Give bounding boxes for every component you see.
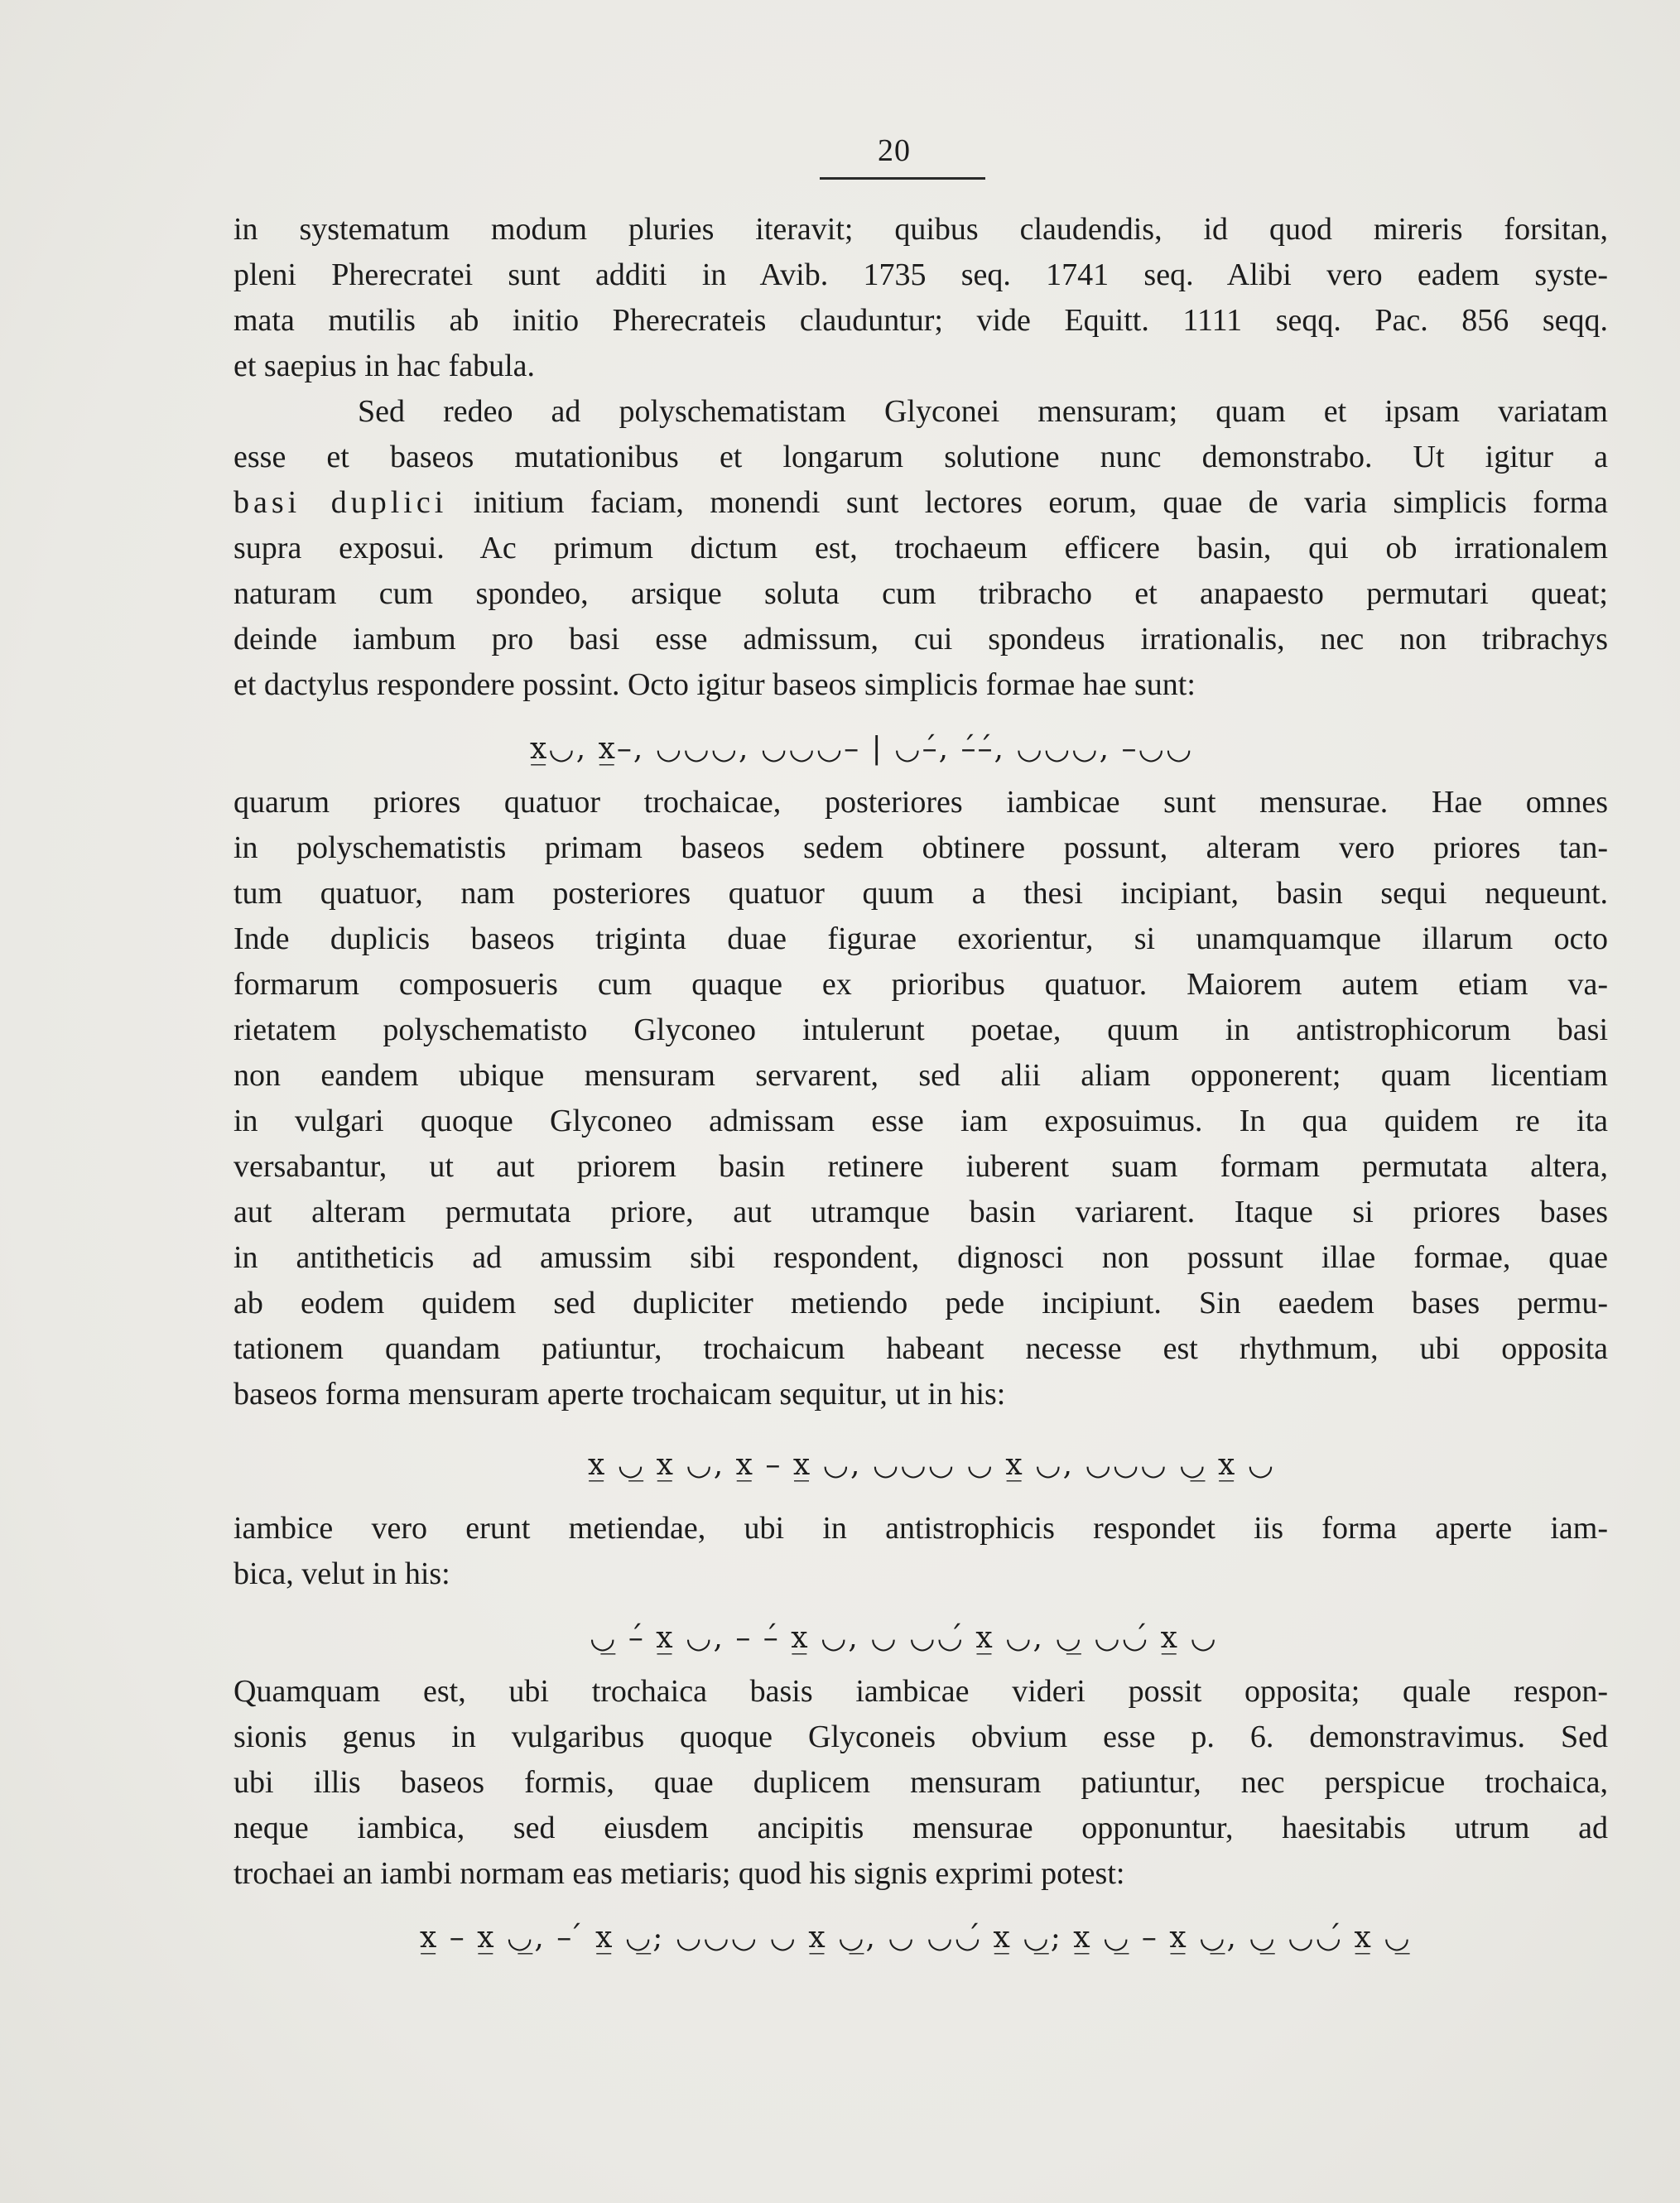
text-line: in antitheticis ad amussim sibi respondent, dignosci non possunt illae formae, quae: [233, 1240, 1608, 1275]
text-line: deinde iambum pro basi esse admissum, cui spondeus irrationalis, nec non tribrachys: [233, 622, 1608, 657]
text-line: versabantur, ut aut priorem basin retinere iuberent suam formam permutata altera,: [233, 1149, 1608, 1184]
text-line: pleni Pherecratei sunt additi in Avib. 1735 seq. 1741 seq. Alibi vero eadem syste-: [233, 257, 1608, 292]
text-line: supra exposui. Ac primum dictum est, trochaeum efficere basin, qui ob irrationalem: [233, 531, 1608, 565]
text-line: in polyschematistis primam baseos sedem obtinere possunt, alteram vero priores tan-: [233, 830, 1608, 865]
text-line: sionis genus in vulgaribus quoque Glyconeis obvium esse p. 6. demonstravimus. Sed: [233, 1720, 1608, 1754]
text-line: et saepius in hac fabula.: [233, 349, 536, 383]
page-number: 20: [878, 133, 911, 168]
text-line: Quamquam est, ubi trochaica basis iambicae videri possit opposita; quale respon-: [233, 1674, 1608, 1709]
text-line: esse et baseos mutationibus et longarum solutione nunc demonstrabo. Ut igitur a: [233, 440, 1608, 474]
text-line: in vulgari quoque Glyconeo admissam esse iam exposuimus. In qua quidem re ita: [233, 1104, 1608, 1138]
text-line: neque iambica, sed eiusdem ancipitis mensurae opponuntur, haesitabis utrum ad: [233, 1811, 1608, 1845]
text-line: tum quatuor, nam posteriores quatuor quum a thesi incipiant, basin sequi nequeunt.: [233, 876, 1608, 911]
text-line: bica, velut in his:: [233, 1556, 450, 1591]
text-line: naturam cum spondeo, arsique soluta cum tribracho et anapaesto permutari queat;: [233, 576, 1608, 611]
text-line: iambice vero erunt metiendae, ubi in antistrophicis respondet iis forma aperte iam-: [233, 1511, 1608, 1546]
text-line-with-emphasis: [233, 480, 1608, 526]
metrical-scheme: x̲◡, x̲–, ◡◡◡, ◡◡◡– | ◡–́, –́–́, ◡◡◡, –◡◡: [530, 732, 1194, 766]
text-line: et dactylus respondere possint. Octo igitur baseos simplicis formae hae sunt:: [233, 667, 1196, 702]
text-line: Inde duplicis baseos triginta duae figurae exorientur, si unamquamque illarum octo: [233, 921, 1608, 956]
text-line: trochaei an iambi normam eas metiaris; quod his signis exprimi potest:: [233, 1856, 1125, 1891]
text-line: rietatem polyschematisto Glyconeo intulerunt poetae, quum in antistrophicorum basi: [233, 1013, 1608, 1047]
text-line: tationem quandam patiuntur, trochaicum habeant necesse est rhythmum, ubi opposita: [233, 1331, 1608, 1366]
text-line: ubi illis baseos formis, quae duplicem mensuram patiuntur, nec perspicue trochaica,: [233, 1765, 1608, 1800]
body-text: [233, 207, 1608, 1969]
metrical-scheme: x̲ ◡̲ x̲ ◡, x̲ – x̲ ◡, ◡◡◡ ◡ x̲ ◡, ◡◡◡ ◡̲ x̲ ◡: [588, 1448, 1276, 1482]
metrical-scheme: x̲ – x̲ ◡̲, – ́ x̲ ◡̲; ◡◡◡ ◡ x̲ ◡̲, ◡ ◡◡́ x̲ ◡̲; x̲ ◡̲ – x̲ ◡̲, ◡̲ ◡◡́ x̲ ◡̲: [420, 1921, 1412, 1955]
text-line: formarum composueris cum quaque ex prioribus quatuor. Maiorem autem etiam va-: [233, 967, 1608, 1002]
text-line-remainder: initium faciam, monendi sunt lectores eorum, quae de varia simplicis forma: [473, 485, 1608, 520]
text-line: mata mutilis ab initio Pherecrateis clauduntur; vide Equitt. 1111 seqq. Pac. 856 seqq.: [233, 303, 1608, 338]
text-line: Sed redeo ad polyschematistam Glyconei mensuram; quam et ipsam variatam: [358, 394, 1608, 429]
metrical-scheme: ◡̲ –́ x̲ ◡, – –́ x̲ ◡, ◡ ◡◡́ x̲ ◡, ◡̲ ◡◡́ x̲ ◡: [590, 1621, 1218, 1655]
text-line: ab eodem quidem sed dupliciter metiendo pede incipiunt. Sin eaedem bases permu-: [233, 1286, 1608, 1320]
text-line: baseos forma mensuram aperte trochaicam sequitur, ut in his:: [233, 1377, 1006, 1412]
text-line: non eandem ubique mensuram servarent, sed alii aliam opponerent; quam licentiam: [233, 1058, 1608, 1093]
page-number-rule: [820, 177, 985, 180]
text-line: in systematum modum pluries iteravit; quibus claudendis, id quod mireris forsitan,: [233, 212, 1608, 247]
text-line: quarum priores quatuor trochaicae, posteriores iambicae sunt mensurae. Hae omnes: [233, 785, 1608, 820]
text-line: aut alteram permutata priore, aut utramque basin variarent. Itaque si priores bases: [233, 1195, 1608, 1229]
emphasis-basi-duplici: basi duplici: [233, 485, 448, 520]
